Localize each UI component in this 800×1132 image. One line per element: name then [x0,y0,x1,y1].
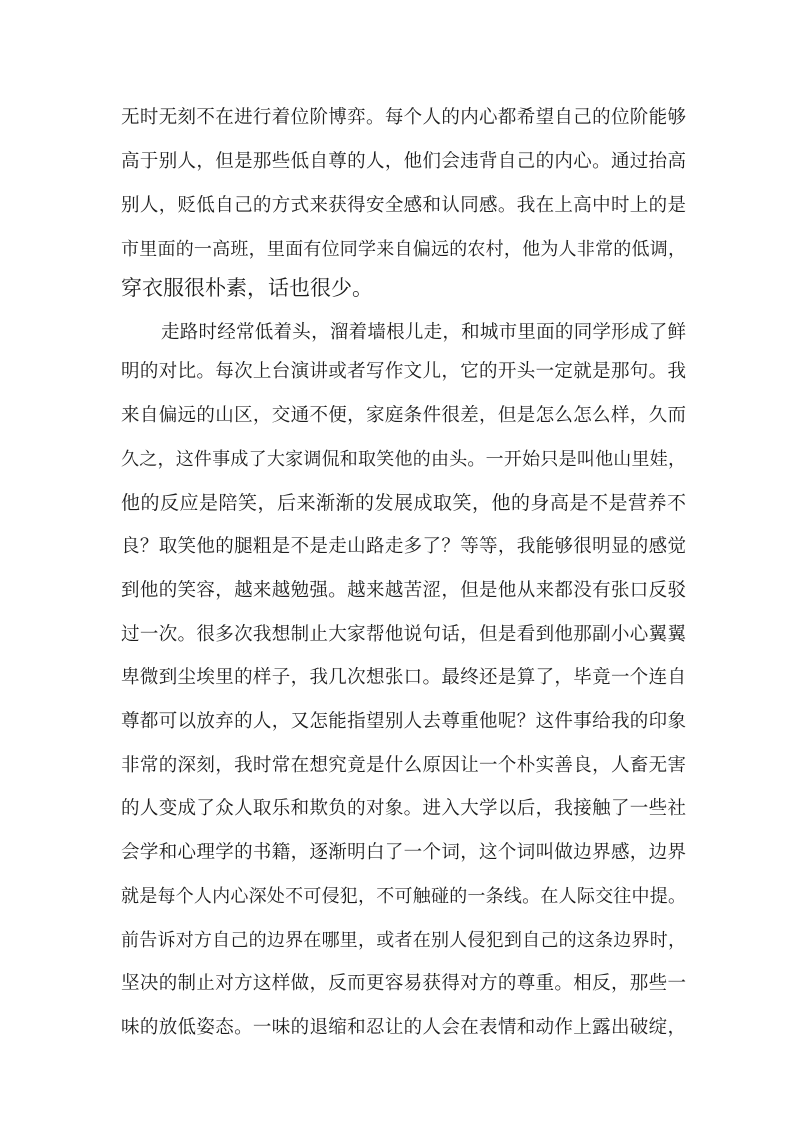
text-line-19: 就是每个人内心深处不可侵犯，不可触碰的一条线。在人际交往中提。 [121,886,686,907]
text-line-15: 尊都可以放弃的人，又怎能指望别人去尊重他呢？这件事给我的印象 [121,711,686,732]
text-line-4: 市里面的一高班，里面有位同学来自偏远的农村，他为人非常的低调， [121,239,686,260]
text-line-5: 穿衣服很朴素，话也很少。 [121,276,373,300]
text-line-2: 高于别人，但是那些低自尊的人，他们会违背自己的内心。通过抬高 [121,151,686,172]
text-line-11: 良？取笑他的腿粗是不是走山路走多了？等等，我能够很明显的感觉 [121,536,686,557]
text-line-14: 卑微到尘埃里的样子，我几次想张口。最终还是算了，毕竟一个连自 [121,667,686,688]
text-line-20: 前告诉对方自己的边界在哪里，或者在别人侵犯到自己的这条边界时， [121,930,686,951]
text-line-21: 坚决的制止对方这样做，反而更容易获得对方的尊重。相反，那些一 [121,973,686,994]
text-line-18: 会学和心理学的书籍，逐渐明白了一个词，这个词叫做边界感，边界 [121,842,686,863]
text-line-6: 走路时经常低着头，溜着墙根儿走，和城市里面的同学形成了鲜 [161,322,686,343]
text-line-10: 他的反应是陪笑，后来渐渐的发展成取笑，他的身高是不是营养不 [121,492,686,514]
text-line-13: 过一次。很多次我想制止大家帮他说句话，但是看到他那副小心翼翼 [121,624,686,645]
text-line-17: 的人变成了众人取乐和欺负的对象。进入大学以后，我接触了一些社 [121,798,686,819]
text-line-7: 明的对比。每次上台演讲或者写作文儿，它的开头一定就是那句。我 [121,361,686,382]
text-line-8: 来自偏远的山区，交通不便，家庭条件很差，但是怎么怎么样，久而 [121,405,686,426]
text-line-3: 别人，贬低自己的方式来获得安全感和认同感。我在上高中时上的是 [121,195,686,216]
text-line-12: 到他的笑容，越来越勉强。越来越苦涩，但是他从来都没有张口反驳 [121,580,686,601]
text-line-1: 无时无刻不在进行着位阶博弈。每个人的内心都希望自己的位阶能够 [121,107,686,128]
text-line-22: 味的放低姿态。一味的退缩和忍让的人会在表情和动作上露出破绽， [121,1017,686,1038]
text-line-16: 非常的深刻，我时常在想究竟是什么原因让一个朴实善良，人畜无害 [121,755,686,776]
text-line-9: 久之，这件事成了大家调侃和取笑他的由头。一开始只是叫他山里娃， [121,449,686,470]
